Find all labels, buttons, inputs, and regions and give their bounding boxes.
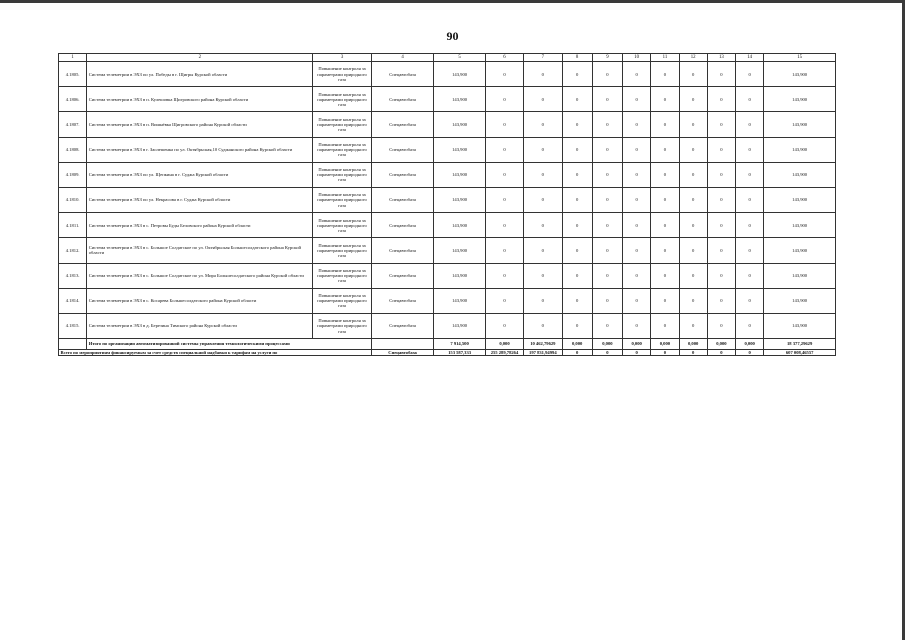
grand-total-row <box>59 350 836 356</box>
row-value: 0 <box>679 213 707 238</box>
total-value: 0,000 <box>592 339 622 350</box>
row-value: 0 <box>679 87 707 112</box>
row-value: 0 <box>736 263 764 288</box>
row-value: 0 <box>562 313 592 338</box>
row-number: 4.1814. <box>59 288 87 313</box>
row-recipient: Спецавтобаза <box>371 162 434 187</box>
row-value: 0 <box>736 87 764 112</box>
row-value: 0 <box>736 112 764 137</box>
table-row <box>59 87 836 112</box>
row-value: 0 <box>524 313 562 338</box>
column-number-8: 8 <box>562 54 592 62</box>
row-value: 0 <box>736 137 764 162</box>
row-value: 0 <box>736 213 764 238</box>
row-name: Система телеметрии в ЭХЗ в д. Березина Тимского района Курской области <box>87 313 313 338</box>
page-number: 90 <box>446 29 459 43</box>
row-value: 0 <box>707 112 735 137</box>
row-value: 143,900 <box>434 213 485 238</box>
row-value: 143,900 <box>434 62 485 87</box>
row-value: 0 <box>623 112 651 137</box>
total-empty-recipient <box>371 339 434 350</box>
grand-total-value: 0 <box>736 350 764 356</box>
table-row <box>59 213 836 238</box>
row-value: 0 <box>707 187 735 212</box>
row-name: Система телеметрии в ЭХЗ в п. Вишнёвка Щигровского района Курской области <box>87 112 313 137</box>
row-value: 143,900 <box>434 112 485 137</box>
row-goal: Повышение контроля за параметрами природного газа <box>313 187 372 212</box>
row-goal: Повышение контроля за параметрами природного газа <box>313 112 372 137</box>
table-row <box>59 112 836 137</box>
row-goal: Повышение контроля за параметрами природного газа <box>313 313 372 338</box>
row-number: 4.1811. <box>59 213 87 238</box>
row-value: 0 <box>524 162 562 187</box>
row-value: 0 <box>736 162 764 187</box>
row-recipient: Спецавтобаза <box>371 87 434 112</box>
row-value: 0 <box>679 263 707 288</box>
row-name: Система телеметрии в ЭХЗ по ул. Щепкина в г. Суджа Курской области <box>87 162 313 187</box>
row-value: 0 <box>524 112 562 137</box>
row-value: 0 <box>592 187 622 212</box>
row-value: 143,900 <box>434 263 485 288</box>
table-row <box>59 137 836 162</box>
row-value: 0 <box>651 313 679 338</box>
row-value: 0 <box>485 112 523 137</box>
row-value: 0 <box>623 162 651 187</box>
total-value: 18 377,29629 <box>764 339 836 350</box>
row-name: Система телеметрии в ЭХЗ по ул. Некрасова в г. Суджа Курской области <box>87 187 313 212</box>
column-number-6: 6 <box>485 54 523 62</box>
row-value: 0 <box>651 288 679 313</box>
table-row <box>59 162 836 187</box>
row-recipient: Спецавтобаза <box>371 137 434 162</box>
row-name: Система телеметрии в ЭХЗ в г. Заолешенка по ул. Октябрьская,10 Суджанского района Курской области <box>87 137 313 162</box>
row-name: Система телеметрии в ЭХЗ в с. Косарева Большесолдатского района Курской области <box>87 288 313 313</box>
row-value: 0 <box>679 162 707 187</box>
row-value: 143,900 <box>764 112 836 137</box>
grand-total-value: 0 <box>651 350 679 356</box>
grand-total-value: 0 <box>562 350 592 356</box>
row-value: 0 <box>592 213 622 238</box>
row-value: 0 <box>651 62 679 87</box>
row-value: 0 <box>623 213 651 238</box>
row-value: 0 <box>485 288 523 313</box>
row-name: Система телеметрии в ЭХЗ в с. Большое Солдатское по ул. Октябрьская Большесолдатского района Курской области <box>87 238 313 263</box>
table-row <box>59 238 836 263</box>
row-value: 0 <box>485 87 523 112</box>
table-row <box>59 313 836 338</box>
grand-total-value: 255 289,78264 <box>485 350 523 356</box>
table-row <box>59 62 836 87</box>
table-row <box>59 187 836 212</box>
row-value: 0 <box>485 187 523 212</box>
grand-total-value: 0 <box>707 350 735 356</box>
row-recipient: Спецавтобаза <box>371 213 434 238</box>
row-recipient: Спецавтобаза <box>371 313 434 338</box>
row-name: Система телеметрии в ЭХЗ по ул. Победы в г. Щигры Курской области <box>87 62 313 87</box>
grand-total-value: 607 008,46557 <box>764 350 836 356</box>
total-value: 0,000 <box>562 339 592 350</box>
row-value: 0 <box>736 187 764 212</box>
row-value: 0 <box>651 137 679 162</box>
column-number-9: 9 <box>592 54 622 62</box>
row-number: 4.1808. <box>59 137 87 162</box>
row-value: 0 <box>485 263 523 288</box>
row-value: 0 <box>592 112 622 137</box>
row-value: 0 <box>623 187 651 212</box>
row-value: 0 <box>679 187 707 212</box>
row-goal: Повышение контроля за параметрами природного газа <box>313 87 372 112</box>
row-value: 0 <box>679 288 707 313</box>
row-value: 0 <box>485 137 523 162</box>
column-number-7: 7 <box>524 54 562 62</box>
row-recipient: Спецавтобаза <box>371 112 434 137</box>
row-value: 143,900 <box>764 162 836 187</box>
row-goal: Повышение контроля за параметрами природного газа <box>313 213 372 238</box>
row-value: 0 <box>485 238 523 263</box>
table-row <box>59 288 836 313</box>
column-number-4: 4 <box>371 54 434 62</box>
row-name: Система телеметрии в ЭХЗ в с. Петровы Буды Беловского района Курской области <box>87 213 313 238</box>
row-value: 0 <box>592 137 622 162</box>
row-value: 0 <box>592 238 622 263</box>
row-value: 143,900 <box>764 62 836 87</box>
grand-total-recipient: Спецавтобаза <box>371 350 434 356</box>
row-recipient: Спецавтобаза <box>371 187 434 212</box>
column-number-14: 14 <box>736 54 764 62</box>
row-value: 0 <box>679 238 707 263</box>
row-value: 0 <box>592 263 622 288</box>
row-value: 0 <box>592 62 622 87</box>
row-value: 0 <box>485 62 523 87</box>
row-number: 4.1813. <box>59 263 87 288</box>
row-value: 0 <box>562 187 592 212</box>
row-number: 4.1810. <box>59 187 87 212</box>
row-value: 0 <box>562 162 592 187</box>
column-number-5: 5 <box>434 54 485 62</box>
row-value: 0 <box>524 213 562 238</box>
row-value: 0 <box>623 238 651 263</box>
row-number: 4.1812. <box>59 238 87 263</box>
row-value: 0 <box>524 137 562 162</box>
total-value: 0,000 <box>736 339 764 350</box>
row-value: 0 <box>562 213 592 238</box>
row-goal: Повышение контроля за параметрами природного газа <box>313 288 372 313</box>
row-value: 0 <box>592 87 622 112</box>
row-value: 0 <box>623 313 651 338</box>
row-value: 143,900 <box>764 238 836 263</box>
row-goal: Повышение контроля за параметрами природного газа <box>313 162 372 187</box>
column-number-11: 11 <box>651 54 679 62</box>
row-value: 0 <box>623 263 651 288</box>
column-number-header <box>59 54 836 62</box>
row-goal: Повышение контроля за параметрами природного газа <box>313 137 372 162</box>
column-number-12: 12 <box>679 54 707 62</box>
column-number-15: 15 <box>764 54 836 62</box>
grand-total-value: 0 <box>623 350 651 356</box>
row-value: 0 <box>707 238 735 263</box>
row-value: 0 <box>623 62 651 87</box>
row-name: Система телеметрии в ЭХЗ в п. Кулешовка Щигровского района Курской области <box>87 87 313 112</box>
row-value: 0 <box>485 313 523 338</box>
data-table <box>58 53 836 356</box>
row-number: 4.1807. <box>59 112 87 137</box>
row-value: 143,900 <box>434 313 485 338</box>
table-row <box>59 263 836 288</box>
row-value: 0 <box>623 137 651 162</box>
row-value: 143,900 <box>434 87 485 112</box>
row-value: 0 <box>562 62 592 87</box>
row-goal: Повышение контроля за параметрами природного газа <box>313 62 372 87</box>
row-value: 0 <box>651 187 679 212</box>
total-label: Итого по организации автоматизированной системы управления технологическими процессами <box>87 339 372 350</box>
row-value: 0 <box>485 162 523 187</box>
row-value: 0 <box>562 112 592 137</box>
row-value: 0 <box>736 62 764 87</box>
row-value: 143,900 <box>764 137 836 162</box>
row-value: 0 <box>592 162 622 187</box>
row-number: 4.1809. <box>59 162 87 187</box>
column-number-2: 2 <box>87 54 313 62</box>
row-value: 143,900 <box>764 87 836 112</box>
row-recipient: Спецавтобаза <box>371 238 434 263</box>
row-value: 0 <box>736 313 764 338</box>
row-recipient: Спецавтобаза <box>371 263 434 288</box>
total-value: 0,000 <box>707 339 735 350</box>
row-recipient: Спецавтобаза <box>371 62 434 87</box>
total-empty-num <box>59 339 87 350</box>
row-value: 143,900 <box>434 288 485 313</box>
row-value: 0 <box>562 238 592 263</box>
row-value: 0 <box>623 288 651 313</box>
grand-total-value: 0 <box>679 350 707 356</box>
row-value: 0 <box>651 87 679 112</box>
row-value: 0 <box>736 238 764 263</box>
row-name: Система телеметрии в ЭХЗ в с. Большое Солдатское по ул. Мира Большесолдатского района Курской области <box>87 263 313 288</box>
column-number-13: 13 <box>707 54 735 62</box>
row-value: 0 <box>524 263 562 288</box>
row-goal: Повышение контроля за параметрами природного газа <box>313 263 372 288</box>
grand-total-value: 153 587,333 <box>434 350 485 356</box>
row-value: 0 <box>707 162 735 187</box>
row-value: 0 <box>707 288 735 313</box>
row-value: 0 <box>679 62 707 87</box>
grand-total-label: Всего по мероприятиям финансируемым за счет средств специальной надбавки к тарифам на услуги по <box>59 350 372 356</box>
row-value: 0 <box>562 87 592 112</box>
row-value: 0 <box>679 137 707 162</box>
row-value: 143,900 <box>434 187 485 212</box>
row-value: 0 <box>562 288 592 313</box>
row-value: 0 <box>562 137 592 162</box>
row-value: 143,900 <box>434 238 485 263</box>
row-value: 143,900 <box>764 313 836 338</box>
row-value: 0 <box>623 87 651 112</box>
row-value: 0 <box>707 62 735 87</box>
row-value: 0 <box>679 313 707 338</box>
column-number-3: 3 <box>313 54 372 62</box>
scan-edge-top <box>0 0 905 3</box>
total-value: 7 914,500 <box>434 339 485 350</box>
row-value: 0 <box>651 263 679 288</box>
row-value: 0 <box>651 238 679 263</box>
row-value: 0 <box>524 87 562 112</box>
row-value: 0 <box>485 213 523 238</box>
row-value: 0 <box>562 263 592 288</box>
column-number-10: 10 <box>623 54 651 62</box>
row-value: 0 <box>524 238 562 263</box>
row-value: 143,900 <box>764 213 836 238</box>
row-value: 0 <box>524 187 562 212</box>
row-value: 0 <box>707 137 735 162</box>
total-value: 10 462,79629 <box>524 339 562 350</box>
row-value: 0 <box>707 313 735 338</box>
row-value: 0 <box>524 62 562 87</box>
row-value: 0 <box>524 288 562 313</box>
row-number: 4.1815. <box>59 313 87 338</box>
row-value: 143,900 <box>434 162 485 187</box>
total-row <box>59 339 836 350</box>
row-value: 143,900 <box>764 288 836 313</box>
row-value: 0 <box>707 87 735 112</box>
row-value: 0 <box>707 213 735 238</box>
row-value: 0 <box>707 263 735 288</box>
row-value: 0 <box>679 112 707 137</box>
total-value: 0,000 <box>679 339 707 350</box>
row-value: 0 <box>651 112 679 137</box>
column-number-1: 1 <box>59 54 87 62</box>
row-value: 0 <box>651 213 679 238</box>
row-value: 143,900 <box>764 187 836 212</box>
grand-total-value: 197 831,94994 <box>524 350 562 356</box>
row-number: 4.1806. <box>59 87 87 112</box>
row-value: 0 <box>592 313 622 338</box>
row-recipient: Спецавтобаза <box>371 288 434 313</box>
row-goal: Повышение контроля за параметрами природного газа <box>313 238 372 263</box>
row-value: 143,900 <box>434 137 485 162</box>
grand-total-value: 0 <box>592 350 622 356</box>
row-value: 0 <box>736 288 764 313</box>
row-number: 4.1805. <box>59 62 87 87</box>
total-value: 0,000 <box>651 339 679 350</box>
total-value: 0,000 <box>623 339 651 350</box>
row-value: 0 <box>592 288 622 313</box>
total-value: 0,000 <box>485 339 523 350</box>
row-value: 0 <box>651 162 679 187</box>
row-value: 143,900 <box>764 263 836 288</box>
